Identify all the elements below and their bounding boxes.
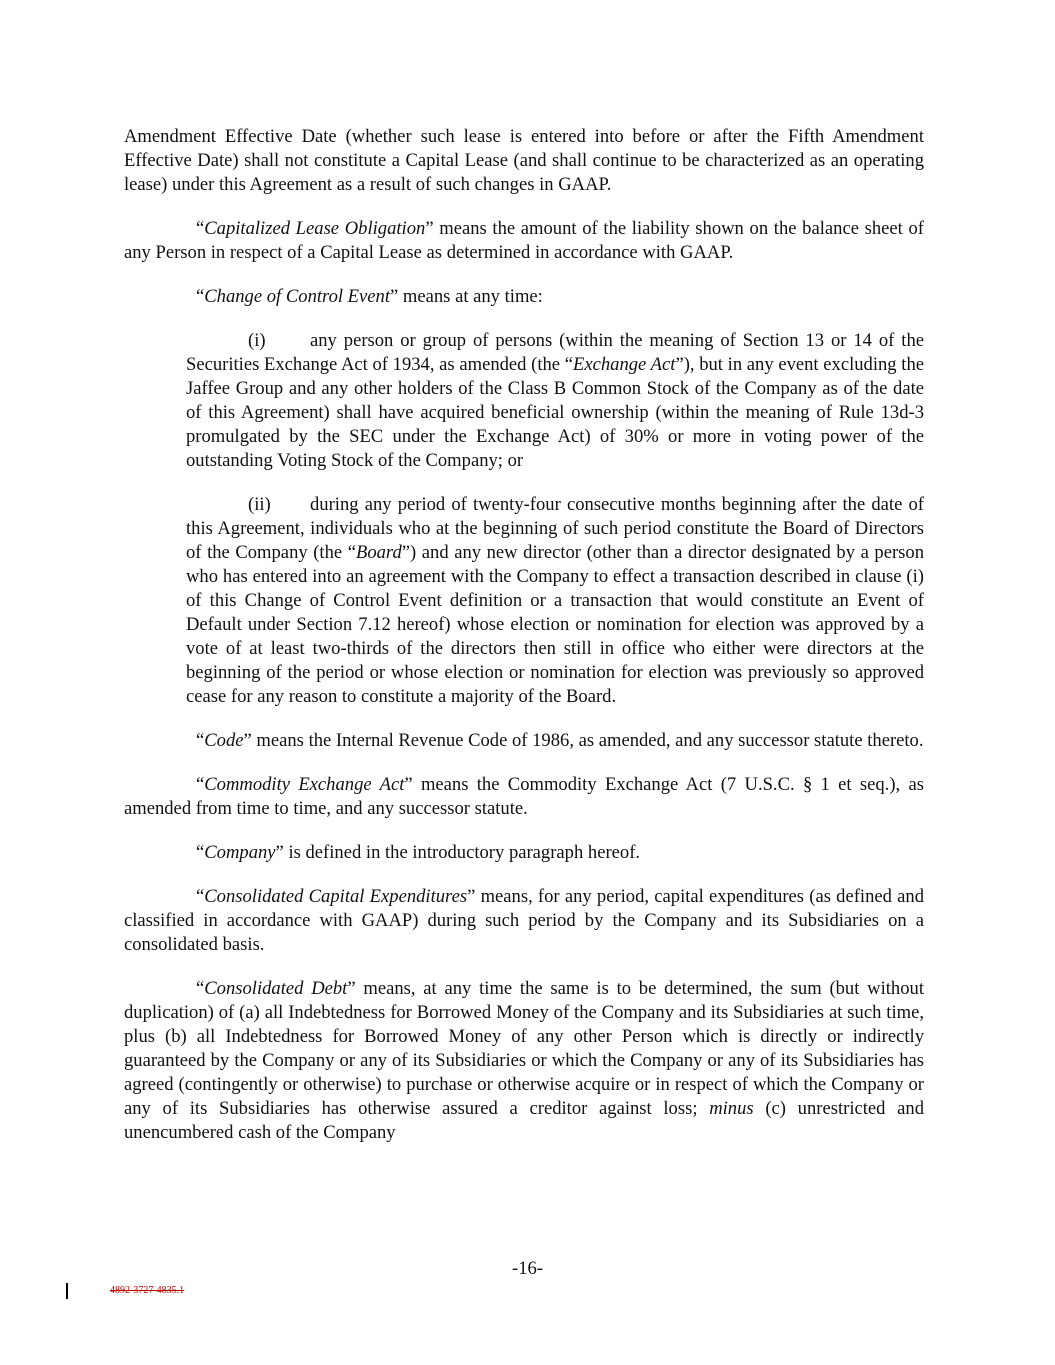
revision-bar xyxy=(66,1283,68,1299)
defined-term: Consolidated Debt xyxy=(204,978,348,999)
emphasis-minus: minus xyxy=(709,1098,754,1119)
paragraph-continuation: Amendment Effective Date (whether such lease is entered into before or after the Fifth Amendment Effective Date) shall not constitute a Capital Lease (and shall continue to be characterized as an operating lease) under this Agreement as a result of such changes in GAAP. xyxy=(124,126,924,195)
clause-number: (i) xyxy=(248,330,266,351)
defined-term: Exchange Act xyxy=(573,354,676,375)
clause-i: (i) any person or group of persons (within the meaning of Section 13 or 14 of the Securities Exchange Act of 1934, as amended (the “Exchange Act”), but in any event excluding the Jaffee Group and any other holders of the Class B Common Stock of the Company as of the date of this Agreement) shall have acquired beneficial ownership (within the meaning of Rule 13d-3 promulgated by the SEC under the Exchange Act) of 30% or more in voting power of the outstanding Voting Stock of the Company; or xyxy=(186,330,924,471)
definition-capitalized-lease-obligation: “Capitalized Lease Obligation” means the amount of the liability shown on the balance sheet of any Person in respect of a Capital Lease as determined in accordance with GAAP. xyxy=(124,218,924,263)
definition-change-of-control-event: “Change of Control Event” means at any time: xyxy=(196,286,543,307)
definition-company: “Company” is defined in the introductory paragraph hereof. xyxy=(196,842,641,863)
definition-code: “Code” means the Internal Revenue Code of 1986, as amended, and any successor statute thereto. xyxy=(196,730,924,751)
defined-term: Change of Control Event xyxy=(204,286,391,307)
definition-commodity-exchange-act: “Commodity Exchange Act” means the Commodity Exchange Act (7 U.S.C. § 1 et seq.), as amended from time to time, and any successor statute. xyxy=(124,774,924,819)
page-number: -16- xyxy=(512,1258,543,1279)
defined-term: Company xyxy=(204,842,276,863)
defined-term: Consolidated Capital Expenditures xyxy=(204,886,468,907)
document-body xyxy=(124,125,924,1165)
document-id: 4892-3727-4835.1 xyxy=(110,1285,185,1296)
defined-term: Board xyxy=(355,542,402,563)
definition-consolidated-debt: “Consolidated Debt” means, at any time the same is to be determined, the sum (but without duplication) of (a) all Indebtedness for Borrowed Money of the Company and its Subsidiaries at such time, plus (b) all Indebtedness for Borrowed Money of any other Person which is directly or indirectly guaranteed by the Company or any of its Subsidiaries or which the Company or any of its Subsidiaries has agreed (contingently or otherwise) to purchase or otherwise acquire or in respect of which the Company or any of its Subsidiaries has otherwise assured a creditor against loss; minus (c) unrestricted and unencumbered cash of the Company xyxy=(124,978,924,1143)
definition-consolidated-capital-expenditures: “Consolidated Capital Expenditures” means, for any period, capital expenditures (as defined and classified in accordance with GAAP) during such period by the Company and its Subsidiaries on a consolidated basis. xyxy=(124,886,924,955)
clause-ii: (ii) during any period of twenty-four consecutive months beginning after the date of this Agreement, individuals who at the beginning of such period constitute the Board of Directors of the Company (the “Board”) and any new director (other than a director designated by a person who has entered into an agreement with the Company to effect a transaction described in clause (i) of this Change of Control Event definition or a transaction that would constitute an Event of Default under Section 7.12 hereof) whose election or nomination for election was approved by a vote of at least two-thirds of the directors then still in office who either were directors at the beginning of the period or whose election or nomination for election was previously so approved cease for any reason to constitute a majority of the Board. xyxy=(186,494,924,707)
defined-term: Capitalized Lease Obligation xyxy=(204,218,426,239)
defined-term: Commodity Exchange Act xyxy=(204,774,405,795)
clause-number: (ii) xyxy=(248,494,271,515)
defined-term: Code xyxy=(204,730,244,751)
